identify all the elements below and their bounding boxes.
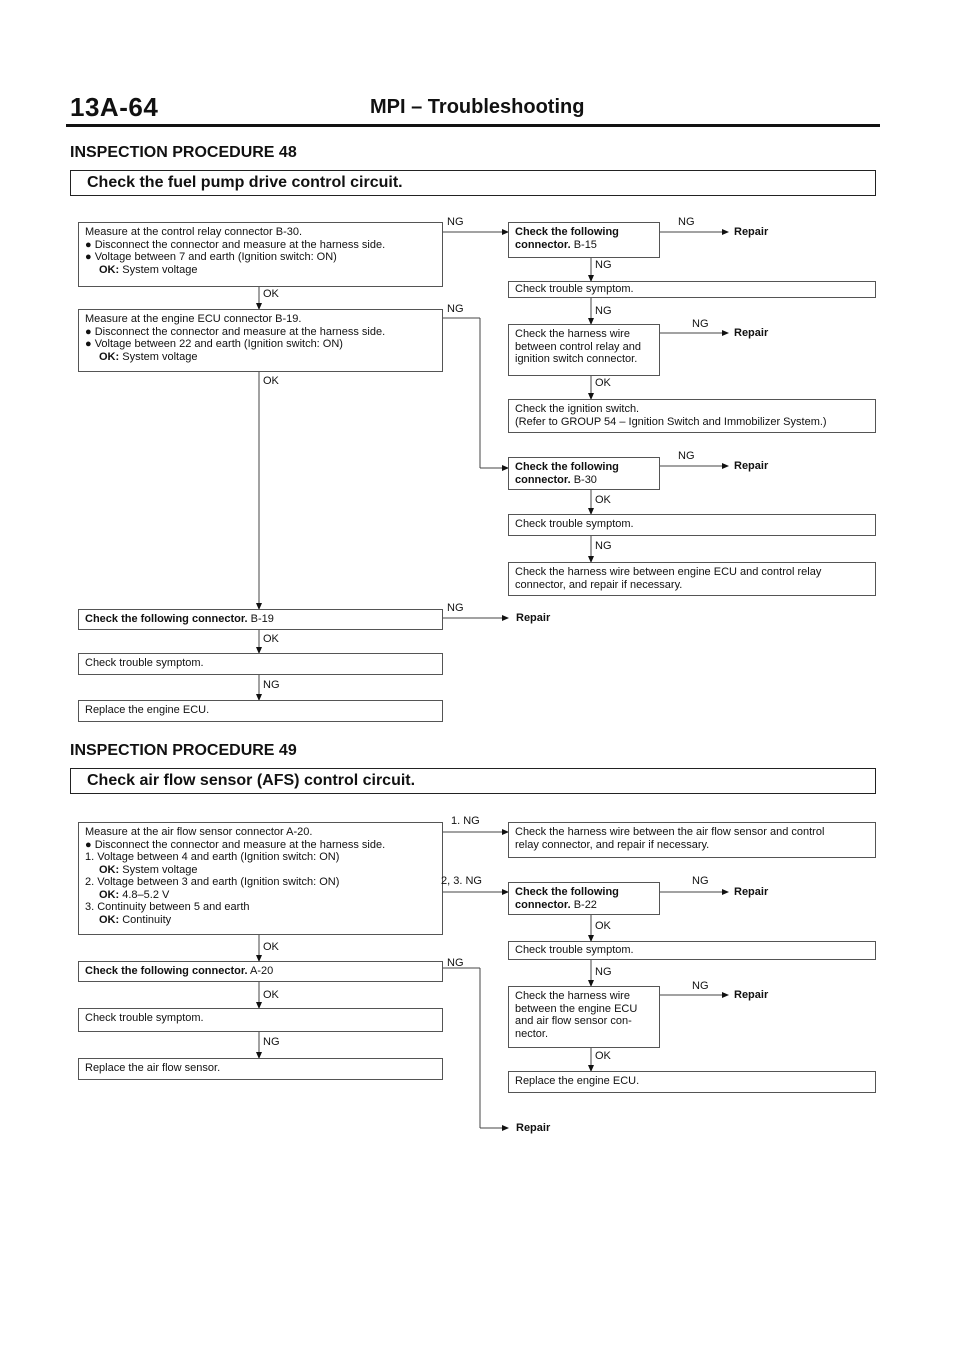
proc49-r-check-trouble-symptom-box	[508, 941, 876, 960]
repair-label: Repair	[516, 1122, 551, 1134]
ok-label: OK:	[99, 913, 120, 926]
proc49-measure-afs-box	[78, 822, 443, 935]
box-text: Replace the air flow sensor.	[85, 1062, 221, 1074]
ok-label: OK	[263, 941, 279, 953]
ng-label: NG	[692, 875, 709, 887]
box-line: (Refer to GROUP 54 – Ignition Switch and Immobilizer System.)	[515, 415, 827, 428]
proc48-heading: INSPECTION PROCEDURE 48	[70, 144, 297, 161]
box-bold: connector.	[515, 473, 571, 486]
ok-label: OK:	[99, 263, 120, 276]
box-text: Replace the engine ECU.	[85, 704, 210, 716]
proc48-check-harness-relay-ignition-box	[508, 324, 660, 376]
box-line: ● Disconnect the connector and measure at the harness side.	[85, 838, 386, 851]
ok-value: System voltage	[122, 350, 198, 363]
box-line: Check the harness wire	[515, 328, 630, 340]
ok-label: OK	[263, 989, 279, 1001]
box-line: 3. Continuity between 5 and earth	[85, 901, 250, 913]
proc49-check-connector-a20-box	[78, 961, 443, 982]
box-text: Check trouble symptom.	[515, 283, 634, 295]
box-line: Check the harness wire	[515, 990, 630, 1002]
ng-23-label: 2, 3. NG	[441, 875, 482, 887]
proc48-check-harness-ecu-relay-box	[508, 562, 876, 596]
box-line: and air flow sensor con-	[515, 1015, 632, 1027]
ok-label: OK	[263, 375, 279, 387]
ok-value: System voltage	[122, 263, 198, 276]
box-bold: Check the following	[515, 226, 619, 238]
ng-label: NG	[692, 318, 709, 330]
box-text: Check trouble symptom.	[515, 518, 634, 530]
repair-label: Repair	[734, 327, 769, 339]
ok-label: OK	[595, 1050, 611, 1062]
box-bold: Check the following connector.	[85, 965, 248, 977]
page-number: 13A-64	[70, 92, 159, 122]
page-title: MPI – Troubleshooting	[370, 96, 585, 118]
proc48-check-connector-b30-box	[508, 457, 660, 490]
box-text: B-15	[573, 238, 597, 251]
proc49-check-connector-b22-box	[508, 882, 660, 915]
box-line: nector.	[515, 1027, 549, 1040]
repair-label: Repair	[734, 226, 769, 238]
box-text: Check trouble symptom.	[85, 1012, 204, 1024]
repair-label: Repair	[734, 886, 769, 898]
box-text: B-22	[573, 898, 597, 911]
repair-label: Repair	[734, 989, 769, 1001]
box-line: connector, and repair if necessary.	[515, 578, 683, 591]
proc48-measure-ecu-box	[78, 309, 443, 372]
box-line: ● Voltage between 22 and earth (Ignition switch: ON)	[85, 338, 343, 350]
ok-value: 4.8–5.2 V	[122, 888, 170, 901]
proc48-check-connector-b19-box	[78, 609, 443, 630]
ng-label: NG	[447, 216, 464, 228]
ok-label: OK	[263, 288, 279, 300]
ok-value: System voltage	[122, 863, 198, 876]
ng-label: NG	[678, 216, 695, 228]
proc48-r2-check-trouble-symptom-box	[508, 514, 876, 536]
box-bold: connector.	[515, 238, 571, 251]
ok-label: OK:	[99, 350, 120, 363]
box-text: Check trouble symptom.	[85, 657, 204, 669]
proc49-check-harness-ecu-afs-box	[508, 986, 660, 1048]
proc48-check-connector-b15-box	[508, 222, 660, 258]
box-line: between the engine ECU	[515, 1002, 638, 1015]
proc49-replace-ecu-box	[508, 1071, 876, 1093]
box-line: between control relay and	[515, 340, 641, 353]
box-bold: connector.	[515, 898, 571, 911]
proc49-replace-afs-box	[78, 1058, 443, 1080]
repair-label: Repair	[516, 612, 551, 624]
ng-label: NG	[692, 980, 709, 992]
box-bold: Check the following	[515, 886, 619, 898]
proc48-measure-control-relay-box	[78, 222, 443, 287]
proc48-check-ignition-switch-box	[508, 399, 876, 433]
proc49-banner: Check air flow sensor (AFS) control circuit.	[70, 768, 876, 794]
box-line: ● Disconnect the connector and measure at the harness side.	[85, 325, 386, 338]
ok-label: OK	[595, 920, 611, 932]
ok-label: OK:	[99, 888, 120, 901]
proc49-check-trouble-symptom-box	[78, 1008, 443, 1032]
ok-label: OK	[595, 494, 611, 506]
ng-1-label: 1. NG	[451, 815, 480, 827]
box-text: Check trouble symptom.	[515, 944, 634, 956]
box-text: B-30	[573, 473, 597, 486]
box-line: relay connector, and repair if necessary.	[515, 838, 710, 851]
ok-label: OK	[263, 633, 279, 645]
ng-label: NG	[595, 259, 612, 271]
box-title: Measure at the engine ECU connector B-19.	[85, 313, 302, 325]
ng-label: NG	[263, 679, 280, 691]
box-text: A-20	[250, 965, 274, 977]
ok-label: OK:	[99, 863, 120, 876]
ng-label: NG	[263, 1036, 280, 1048]
ng-label: NG	[595, 540, 612, 552]
box-line: Check the ignition switch.	[515, 403, 640, 415]
box-line: 1. Voltage between 4 and earth (Ignition switch: ON)	[85, 851, 340, 863]
proc49-check-harness-afs-relay-box	[508, 822, 876, 858]
box-line: Check the harness wire between the air flow sensor and control	[515, 826, 825, 838]
box-text: Replace the engine ECU.	[515, 1075, 640, 1087]
ok-value: Continuity	[122, 913, 172, 926]
ng-label: NG	[447, 602, 464, 614]
box-line: ● Disconnect the connector and measure at the harness side.	[85, 238, 386, 251]
repair-label: Repair	[734, 460, 769, 472]
proc48-r-check-trouble-symptom-box	[508, 281, 876, 298]
ng-label: NG	[447, 303, 464, 315]
box-bold: Check the following connector.	[85, 613, 248, 625]
proc49-heading: INSPECTION PROCEDURE 49	[70, 742, 297, 759]
ng-label: NG	[595, 966, 612, 978]
box-line: ignition switch connector.	[515, 353, 638, 365]
ng-label: NG	[447, 957, 464, 969]
box-line: ● Voltage between 7 and earth (Ignition switch: ON)	[85, 251, 337, 263]
ng-label: NG	[595, 305, 612, 317]
box-bold: Check the following	[515, 461, 619, 473]
proc48-replace-ecu-box	[78, 700, 443, 722]
box-line: Check the harness wire between engine ECU and control relay	[515, 566, 822, 578]
box-title: Measure at the control relay connector B-30.	[85, 226, 303, 238]
ng-label: NG	[678, 450, 695, 462]
box-title: Measure at the air flow sensor connector A-20.	[85, 826, 313, 838]
box-line: 2. Voltage between 3 and earth (Ignition switch: ON)	[85, 876, 340, 888]
proc48-check-trouble-symptom-box	[78, 653, 443, 675]
ok-label: OK	[595, 377, 611, 389]
proc48-banner: Check the fuel pump drive control circuit.	[70, 170, 876, 196]
box-text: B-19	[250, 613, 274, 625]
